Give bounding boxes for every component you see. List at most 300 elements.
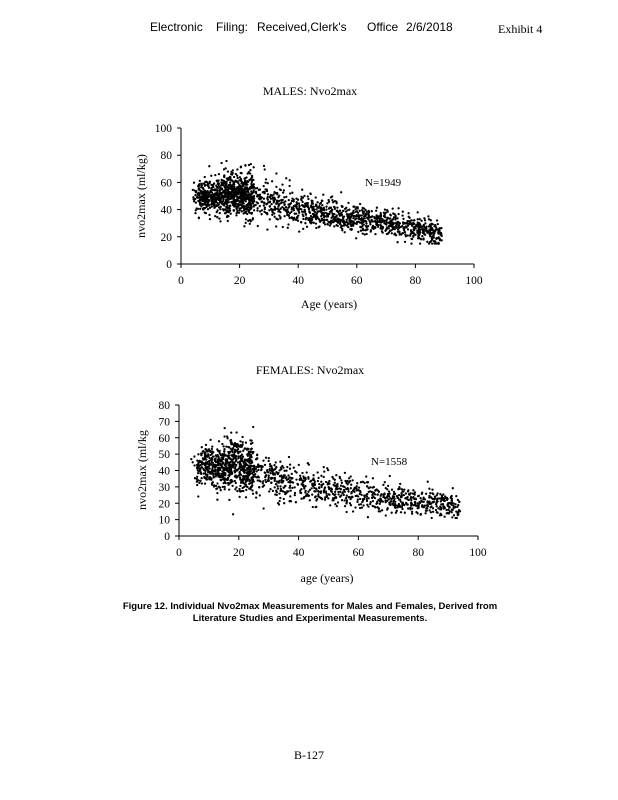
females-data-point [220,489,222,491]
females-data-point [230,479,232,481]
males-data-point [368,210,370,212]
males-data-point [246,188,248,190]
females-data-point [443,516,445,518]
females-y-tick-label: 0 [164,531,170,543]
females-data-point [427,481,429,483]
females-data-point [369,503,371,505]
males-data-point [326,223,328,225]
males-data-point [266,212,268,214]
males-data-point [343,215,345,217]
females-data-point [334,482,336,484]
females-data-point [409,507,411,509]
females-data-point [212,466,214,468]
males-data-point [230,198,232,200]
females-data-point [391,489,393,491]
males-data-point [266,228,268,230]
females-data-point [366,500,368,502]
males-data-point [390,214,392,216]
females-data-point [401,506,403,508]
males-data-point [230,173,232,175]
males-data-point [223,175,225,177]
females-data-point [433,501,435,503]
males-data-point [283,189,285,191]
males-data-point [436,219,438,221]
males-data-point [193,200,195,202]
males-data-point [250,199,252,201]
males-data-point [397,207,399,209]
males-data-point [296,207,298,209]
females-data-point [203,458,205,460]
males-data-point [311,201,313,203]
females-data-point [361,501,363,503]
females-data-point [343,494,345,496]
females-data-point [241,490,243,492]
males-data-point [431,227,433,229]
females-data-point [235,482,237,484]
males-data-point [234,191,236,193]
females-data-point [390,498,392,500]
females-data-point [350,484,352,486]
females-data-point [394,493,396,495]
males-data-point [313,213,315,215]
females-data-point [328,480,330,482]
males-data-point [204,212,206,214]
males-data-point [305,216,307,218]
males-data-point [432,235,434,237]
males-data-point [219,208,221,210]
males-data-point [384,208,386,210]
females-data-point [221,453,223,455]
females-data-point [361,506,363,508]
females-data-point [397,488,399,490]
females-data-point [307,491,309,493]
males-data-point [219,220,221,222]
females-data-point [320,486,322,488]
males-data-point [342,218,344,220]
females-data-point [431,489,433,491]
females-data-point [214,466,216,468]
males-data-point [252,187,254,189]
females-data-point [382,484,384,486]
males-data-point [196,207,198,209]
males-data-point [313,222,315,224]
males-data-point [289,192,291,194]
males-data-point [348,208,350,210]
females-data-point [428,488,430,490]
males-data-point [227,215,229,217]
females-data-point [239,485,241,487]
females-data-point [365,475,367,477]
females-data-point [383,492,385,494]
males-data-point [419,218,421,220]
males-data-point [440,227,442,229]
males-data-point [303,211,305,213]
females-data-point [393,499,395,501]
females-data-point [258,486,260,488]
females-data-point [250,462,252,464]
males-data-point [414,234,416,236]
males-data-point [250,197,252,199]
females-data-point [270,472,272,474]
males-data-point [389,230,391,232]
females-data-point [230,458,232,460]
females-data-point [393,491,395,493]
males-data-point [352,206,354,208]
males-data-point [331,199,333,201]
females-data-point [414,491,416,493]
figure-caption [60,601,560,625]
females-data-point [341,499,343,501]
males-data-point [206,202,208,204]
females-data-point [209,472,211,474]
males-data-point [271,197,273,199]
males-data-point [283,208,285,210]
females-data-point [398,494,400,496]
females-data-point [200,464,202,466]
males-data-point [315,203,317,205]
females-data-point [245,442,247,444]
males-data-point [395,227,397,229]
males-data-point [223,168,225,170]
males-data-point [245,222,247,224]
females-data-point [385,514,387,516]
females-data-point [449,502,451,504]
males-data-point [252,196,254,198]
females-data-point [345,497,347,499]
males-data-point [296,201,298,203]
females-data-point [197,472,199,474]
males-data-point [327,199,329,201]
females-data-point [434,496,436,498]
females-data-point [410,505,412,507]
females-data-point [251,489,253,491]
males-data-point [382,227,384,229]
females-data-point [234,442,236,444]
females-data-point [352,510,354,512]
males-data-point [224,187,226,189]
males-data-point [420,220,422,222]
males-data-point [352,215,354,217]
males-data-point [227,220,229,222]
males-data-point [423,217,425,219]
males-data-point [200,203,202,205]
males-data-point [296,217,298,219]
males-data-point [407,228,409,230]
females-data-point [264,464,266,466]
females-data-point [386,488,388,490]
males-data-point [197,200,199,202]
males-data-point [359,210,361,212]
females-data-point [308,463,310,465]
males-data-point [380,226,382,228]
males-data-point [213,189,215,191]
females-data-point [197,469,199,471]
females-data-point [398,486,400,488]
females-data-point [337,493,339,495]
females-data-point [336,483,338,485]
males-data-point [403,222,405,224]
males-data-point [424,219,426,221]
males-data-point [292,207,294,209]
males-data-point [216,202,218,204]
females-data-point [436,500,438,502]
females-data-point [351,496,353,498]
males-data-point [307,198,309,200]
females-data-point [214,464,216,466]
males-data-point [278,214,280,216]
females-data-point [348,481,350,483]
females-data-point [309,499,311,501]
males-data-point [260,213,262,215]
males-data-point [401,225,403,227]
males-data-point [274,198,276,200]
females-data-point [269,463,271,465]
females-data-point [405,502,407,504]
females-data-point [415,511,417,513]
females-data-point [411,507,413,509]
females-data-point [283,486,285,488]
males-data-point [317,210,319,212]
males-data-point [361,223,363,225]
males-data-point [203,182,205,184]
males-data-point [244,208,246,210]
females-data-point [291,487,293,489]
females-y-tick-label: 10 [158,514,170,527]
females-data-point [309,489,311,491]
males-data-point [386,226,388,228]
females-data-point [242,456,244,458]
males-data-point [244,177,246,179]
females-data-point [425,504,427,506]
males-data-point [411,231,413,233]
males-data-point [279,211,281,213]
females-data-point [287,474,289,476]
females-data-point [260,465,262,467]
females-data-point [190,458,192,460]
females-data-point [196,484,198,486]
males-data-point [194,194,196,196]
males-data-point [241,205,243,207]
females-data-point [246,467,248,469]
females-data-point [428,509,430,511]
males-data-point [426,241,428,243]
females-data-point [249,459,251,461]
males-data-point [201,183,203,185]
males-data-point [351,212,353,214]
males-data-point [346,213,348,215]
females-data-point [223,450,225,452]
females-data-point [280,475,282,477]
females-data-point [268,480,270,482]
females-data-point [453,514,455,516]
males-data-point [239,209,241,211]
females-data-point [211,484,213,486]
males-data-point [219,192,221,194]
females-data-point [216,492,218,494]
males-data-point [204,204,206,206]
males-data-point [324,223,326,225]
males-data-point [201,190,203,192]
females-data-point [457,504,459,506]
males-data-point [322,194,324,196]
females-data-point [214,470,216,472]
males-data-point [382,231,384,233]
females-data-point [264,471,266,473]
females-data-point [437,497,439,499]
males-data-point [249,223,251,225]
females-data-point [240,465,242,467]
males-data-point [204,176,206,178]
males-data-point [249,169,251,171]
males-data-point [236,175,238,177]
males-data-point [376,215,378,217]
males-data-point [246,194,248,196]
females-data-point [334,479,336,481]
males-data-point [366,216,368,218]
females-data-point [221,443,223,445]
males-data-point [367,225,369,227]
males-data-point [339,213,341,215]
males-data-point [412,229,414,231]
females-x-axis-label: age (years) [300,571,354,585]
females-data-point [197,495,199,497]
males-data-point [437,223,439,225]
males-data-point [209,218,211,220]
females-data-point [227,479,229,481]
females-data-point [313,487,315,489]
females-data-point [199,480,201,482]
females-data-point [193,464,195,466]
males-data-point [365,233,367,235]
males-data-point [252,217,254,219]
males-data-point [316,201,318,203]
females-data-point [279,461,281,463]
males-data-point [213,204,215,206]
males-data-point [211,198,213,200]
males-data-point [310,193,312,195]
females-y-axis-label: nvo2max (ml/kg [135,430,149,510]
males-data-point [320,202,322,204]
females-data-point [378,491,380,493]
males-data-point [429,235,431,237]
males-data-point [198,189,200,191]
males-y-tick-label: 0 [166,259,172,271]
females-data-point [372,486,374,488]
males-data-point [347,202,349,204]
females-data-point [411,511,413,513]
males-data-point [408,216,410,218]
males-data-point [229,181,231,183]
males-data-point [285,206,287,208]
females-data-point [208,466,210,468]
males-data-point [366,228,368,230]
females-data-point [372,493,374,495]
females-data-point [257,475,259,477]
males-data-point [192,189,194,191]
males-data-point [204,200,206,202]
males-data-point [225,160,227,162]
females-data-point [369,490,371,492]
females-data-point [436,505,438,507]
males-data-point [300,199,302,201]
females-data-point [362,481,364,483]
females-data-point [426,507,428,509]
females-data-point [428,502,430,504]
females-data-point [244,458,246,460]
males-data-point [339,215,341,217]
males-data-point [277,196,279,198]
females-data-point [199,461,201,463]
males-data-point [435,242,437,244]
females-data-point [235,459,237,461]
males-data-point [401,214,403,216]
males-data-point [213,207,215,209]
males-data-point [370,230,372,232]
females-data-point [214,458,216,460]
females-data-point [236,490,238,492]
males-data-point [240,200,242,202]
females-data-point [202,450,204,452]
males-data-point [216,205,218,207]
males-data-point [252,198,254,200]
males-data-point [219,212,221,214]
males-data-point [350,221,352,223]
males-data-point [323,216,325,218]
females-data-point [399,483,401,485]
females-data-point [451,495,453,497]
females-data-point [316,498,318,500]
females-data-point [312,479,314,481]
females-data-point [289,485,291,487]
males-data-point [271,180,273,182]
females-data-point [295,501,297,503]
males-data-point [394,233,396,235]
males-data-point [283,215,285,217]
males-data-point [355,217,357,219]
females-data-point [436,511,438,513]
males-data-point [216,209,218,211]
males-x-tick-label: 80 [409,275,422,287]
males-data-point [208,195,210,197]
males-data-point [340,226,342,228]
males-data-point [244,211,246,213]
females-data-point [387,495,389,497]
females-data-point [234,449,236,451]
females-data-point [278,482,280,484]
males-data-point [208,204,210,206]
page-number: B-127 [294,748,324,762]
males-data-point [380,214,382,216]
females-data-point [225,466,227,468]
females-data-point [387,485,389,487]
males-data-point [220,162,222,164]
males-data-point [264,208,266,210]
females-data-point [210,479,212,481]
females-chart-title: FEMALES: Nvo2max [255,363,365,377]
females-data-point [232,513,234,515]
females-data-point [367,505,369,507]
males-data-point [333,225,335,227]
males-data-point [209,207,211,209]
females-data-point [343,499,345,501]
males-data-point [285,196,287,198]
females-data-point [282,477,284,479]
males-data-point [207,185,209,187]
males-data-point [399,222,401,224]
header-word-electronic: Electronic [150,20,203,34]
females-data-point [201,446,203,448]
females-data-point [359,498,361,500]
